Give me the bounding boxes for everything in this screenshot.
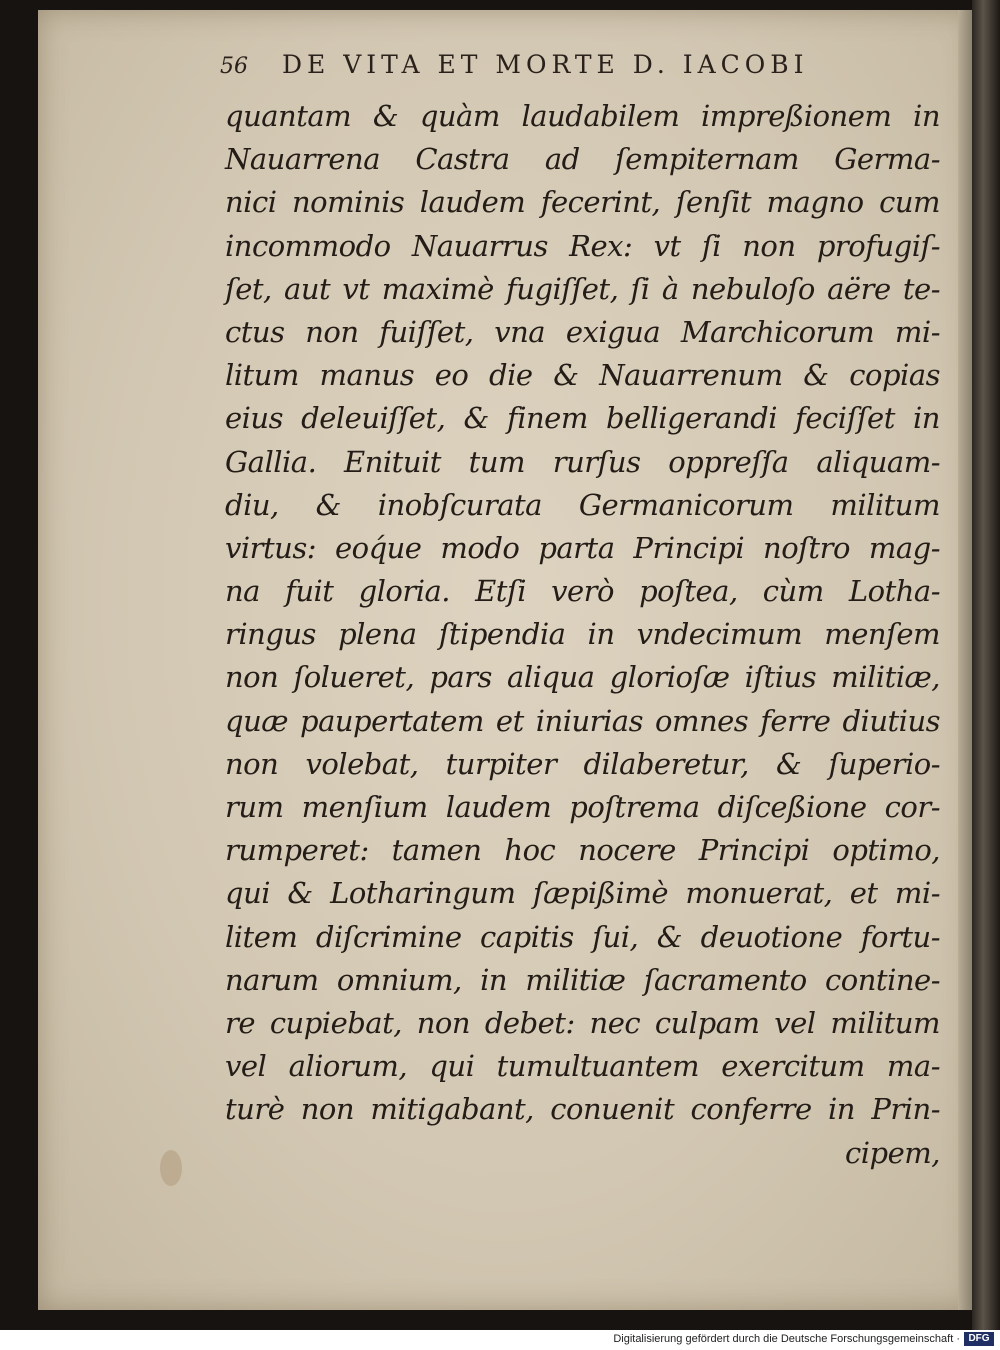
funding-credit: Digitalisierung gefördert durch die Deutsche Forschungsgemeinschaft · [613,1333,960,1345]
text-line: na fuit gloria. Etſi verò poſtea, cùm Lotha- [225,574,940,609]
credit-bar [0,1330,1000,1350]
text-line: incommodo Nauarrus Rex: vt ſi non profugiſ- [225,228,940,263]
text-line: quantam & quàm laudabilem impreßionem in [225,99,940,133]
text-line: ringus plena ſtipendia in vndecimum menſem [225,617,940,652]
page-header [220,50,940,90]
book-spine [972,0,1000,1330]
text-line: litum manus eo die & Nauarrenum & copias [225,358,940,393]
text-line: ſet, aut vt maximè fugiſſet, ſi à nebuloſo aëre te- [225,271,940,306]
text-line: Gallia. Enituit tum rurſus oppreſſa aliquam- [225,444,940,479]
text-line: eius deleuiſſet, & finem belligerandi feciſſet in [225,401,940,436]
text-line: qui & Lotharingum ſæpißimè monuerat, et mi- [225,876,940,911]
text-line: diu, & inobſcurata Germanicorum militum [225,487,940,522]
page-edge [958,10,972,1310]
text-line: vel aliorum, qui tumultuantem exercitum ma- [225,1049,940,1084]
catchword-line: cipem, [845,1135,940,1170]
text-line: narum omnium, in militiæ ſacramento contine- [225,962,940,997]
body-text [225,95,940,1175]
text-line: turè non mitigabant, conuenit conferre in Prin- [225,1092,940,1127]
text-line: litem diſcrimine capitis ſui, & deuotione fortu- [225,919,940,954]
text-line: nici nominis laudem fecerint, ſenſit magno cum [225,185,940,220]
text-line: virtus: eoq́ue modo parta Principi noſtro mag- [225,530,940,565]
text-line: quæ paupertatem et iniurias omnes ferre diutius [225,703,940,738]
text-line: re cupiebat, non debet: nec culpam vel militum [225,1005,940,1040]
text-line: non volebat, turpiter dilaberetur, & ſuperio- [225,746,940,781]
text-line: rumperet: tamen hoc nocere Principi optimo, [225,833,940,868]
paper-stain [160,1150,182,1186]
text-line: ctus non fuiſſet, vna exigua Marchicorum mi- [225,314,940,349]
text-line: rum menſium laudem poſtrema diſceßione cor- [225,790,940,824]
dfg-logo: DFG [964,1332,994,1346]
running-head: DE VITA ET MORTE D. IACOBI [282,50,809,79]
text-line: Nauarrena Castra ad ſempiternam Germa- [225,142,940,177]
text-line: non ſolueret, pars aliqua glorioſæ iſtius militiæ, [225,660,940,695]
page-number: 56 [220,54,248,79]
